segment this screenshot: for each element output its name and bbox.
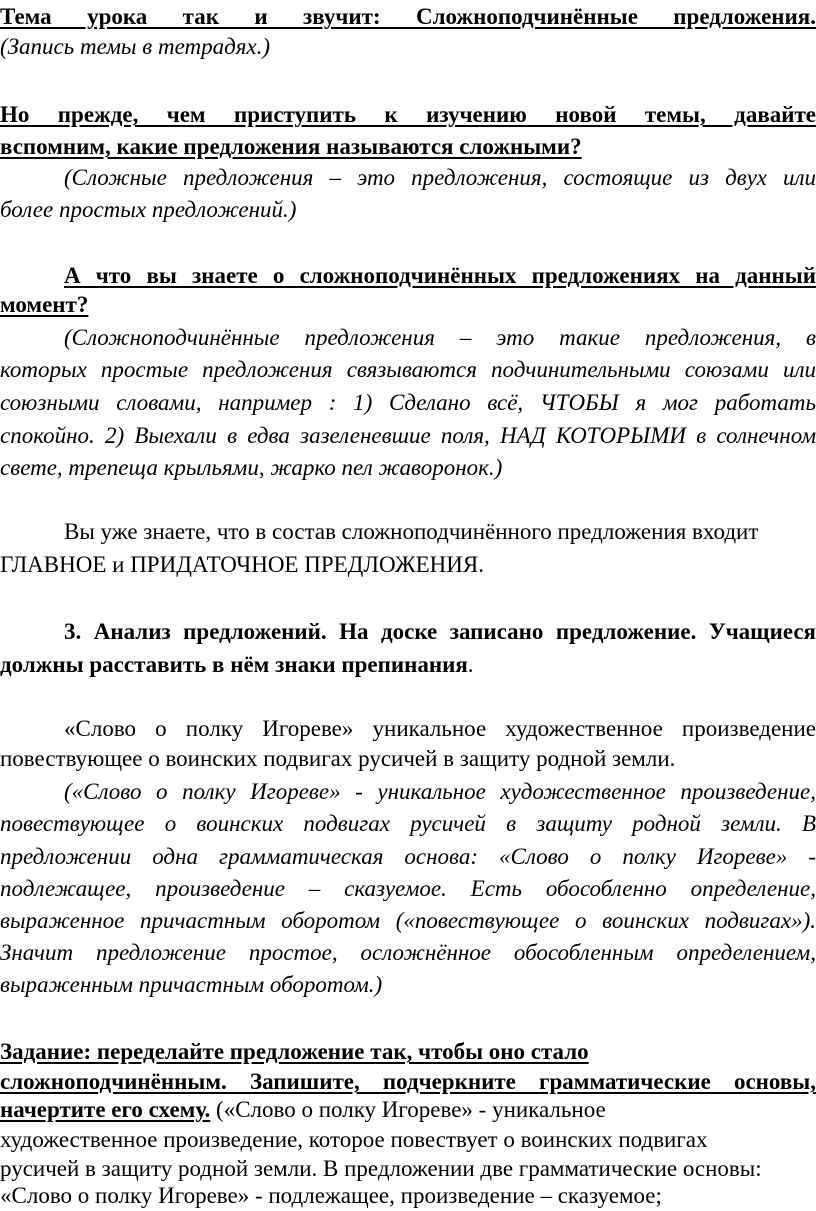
analysis-line-4: подлежащее, произведение – сказуемое. Есть обособленно определение,: [0, 876, 816, 901]
answer-1-line-2: более простых предложений.): [0, 197, 297, 222]
task-line-3-bold: начертите его схему.: [0, 1097, 211, 1122]
question-1-line-1: Но прежде, чем приступить к изучению новой темы, давайте: [0, 102, 816, 127]
task-line-3: [0, 1095, 816, 1125]
analysis-line-5: выраженное причастным оборотом («повествующее о воинских подвигах»).: [0, 908, 816, 933]
board-sentence-line-1: «Слово о полку Игореве» уникальное художественное произведение: [64, 716, 816, 741]
section-3-heading-line-1: 3. Анализ предложений. На доске записано предложение. Учащиеся: [64, 619, 816, 644]
task-answer-start: («Слово о полку Игореве» - уникальное: [210, 1097, 606, 1122]
answer-2-line-4: спокойно. 2) Выехали в едва зазеленевшие поля, НАД КОТОРЫМИ в солнечном: [0, 423, 816, 448]
task-line-2: сложноподчинённым. Запишите, подчеркните грамматические основы,: [0, 1069, 816, 1094]
topic-note-line: (Запись темы в тетрадях.): [0, 34, 271, 59]
info-line-1: Вы уже знаете, что в состав сложноподчинённого предложения входит: [64, 519, 759, 544]
analysis-line-6: Значит предложение простое, осложнённое обособленным определением,: [0, 940, 816, 965]
question-1-line-2: вспомним, какие предложения называются сложными?: [0, 134, 582, 159]
section-3-heading-text: должны расставить в нём знаки препинания: [0, 652, 468, 677]
answer-2-line-3: союзными словами, например : 1) Сделано всё, ЧТОБЫ я мог работать: [0, 390, 816, 415]
lesson-topic-line: Тема урока так и звучит: Сложноподчинённые предложения.: [0, 4, 816, 29]
task-line-1: Задание: переделайте предложение так, чтобы оно стало: [0, 1039, 589, 1064]
section-3-heading-line-2: [0, 650, 816, 680]
question-2-line-1: А что вы знаете о сложноподчинённых предложениях на данный: [64, 263, 816, 288]
analysis-line-3: предложении одна грамматическая основа: «Слово о полку Игореве» -: [0, 844, 816, 869]
answer-2-line-1: (Сложноподчинённые предложения – это такие предложения, в: [64, 325, 816, 350]
answer-1-line-1: (Сложные предложения – это предложения, состоящие из двух или: [64, 165, 816, 190]
section-3-heading-period: .: [467, 652, 474, 677]
answer-2-line-2: которых простые предложения связываются подчинительными союзами или: [0, 357, 816, 382]
analysis-line-1: («Слово о полку Игореве» - уникальное художественное произведение,: [64, 779, 816, 804]
info-line-2: ГЛАВНОЕ и ПРИДАТОЧНОЕ ПРЕДЛОЖЕНИЯ.: [0, 552, 484, 577]
task-answer-line-3: русичей в защиту родной земли. В предложении две грамматические основы:: [0, 1156, 762, 1181]
analysis-line-7: выраженным причастным оборотом.): [0, 972, 383, 997]
task-answer-line-2: художественное произведение, которое повествует о воинских подвигах: [0, 1127, 708, 1152]
analysis-line-2: повествующее о воинских подвигах русичей в защиту родной земли. В: [0, 811, 816, 836]
task-answer-line-4: «Слово о полку Игореве» - подлежащее, произведение – сказуемое;: [0, 1183, 662, 1208]
question-2-line-2: момент?: [0, 292, 89, 317]
answer-2-line-5: свете, трепеща крыльями, жарко пел жаворонок.): [0, 455, 503, 480]
board-sentence-line-2: повествующее о воинских подвигах русичей в защиту родной земли.: [0, 746, 676, 771]
